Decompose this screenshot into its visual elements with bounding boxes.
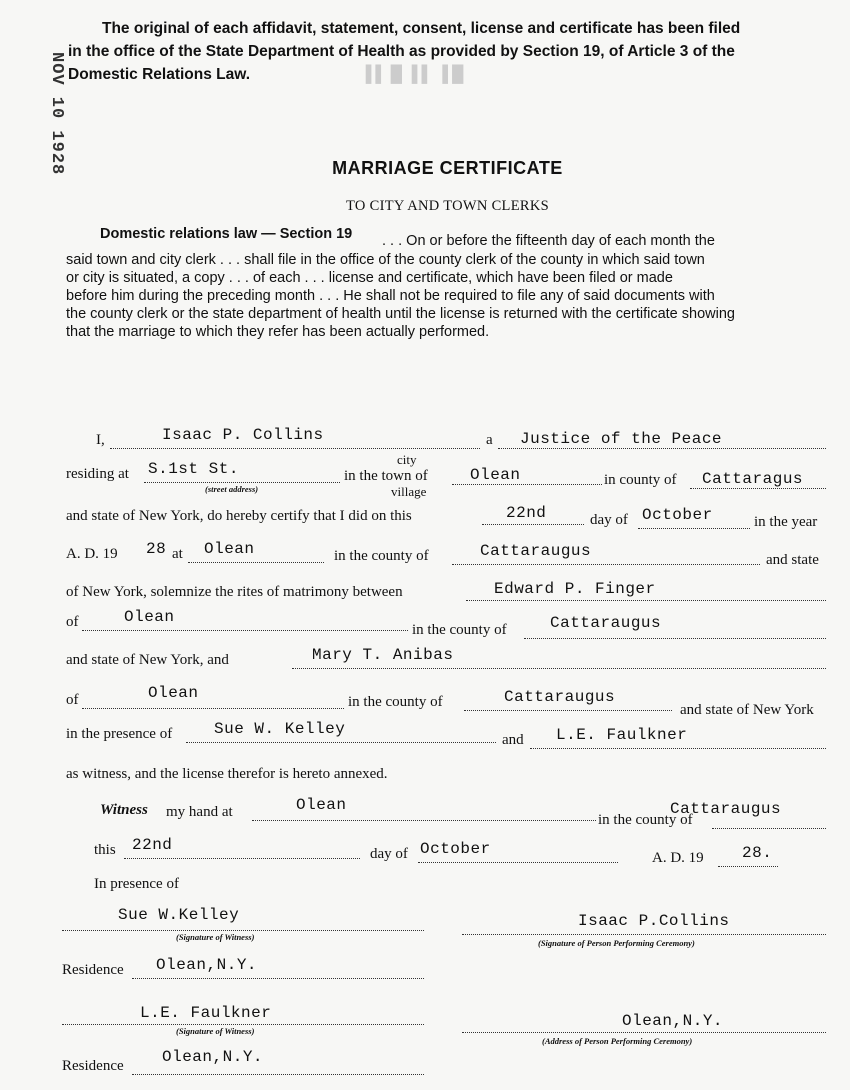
label-residence-1: Residence (62, 962, 124, 978)
label-ad-19-2: A. D. 19 (652, 850, 704, 866)
label-of-bride: of (66, 692, 79, 708)
town: Olean (470, 466, 521, 484)
bride-of: Olean (148, 684, 199, 702)
label-signature-of-witness-2: (Signature of Witness) (176, 1026, 255, 1036)
certificate-subtitle: TO CITY AND TOWN CLERKS (346, 198, 549, 214)
law-line-2: said town and city clerk . . . shall file in the office of the county clerk of the county in which said town (66, 252, 705, 268)
label-as-witness: as witness, and the license therefor is hereto annexed. (66, 766, 388, 782)
witness-2-residence: Olean,N.Y. (162, 1048, 264, 1066)
street-line (144, 482, 340, 483)
label-in-the-county-of-witness: in the county of (598, 812, 693, 828)
label-in-the-year: in the year (754, 514, 818, 530)
law-line-1: . . . On or before the fifteenth day of each month the (382, 233, 715, 249)
witness-2: L.E. Faulkner (556, 726, 688, 744)
label-and: and (502, 732, 524, 748)
officiant-title-line (498, 448, 826, 449)
residence-1-line (132, 978, 424, 979)
label-a: a (486, 432, 493, 448)
county-2: Cattaraugus (480, 542, 592, 560)
this-day: 22nd (132, 836, 173, 854)
law-heading: Domestic relations law — Section 19 (100, 226, 353, 242)
witness-2-signature: L.E. Faulkner (140, 1004, 272, 1022)
label-address-of-person: (Address of Person Performing Ceremony) (542, 1036, 693, 1046)
label-state-and: and state of New York, and (66, 652, 229, 668)
law-line-4: before him during the preceding month . . . He shall not be required to file any of said documents with (66, 288, 715, 304)
month: October (642, 506, 713, 524)
label-in-the-town-of: in the town of (344, 468, 428, 484)
label-in-the-presence-of: in the presence of (66, 726, 173, 742)
label-my-hand-at: my hand at (166, 804, 233, 820)
label-in-presence-of: In presence of (94, 876, 179, 892)
county-line (690, 488, 826, 489)
groom-name: Edward P. Finger (494, 580, 656, 598)
groom-of-line (82, 630, 408, 631)
officiant-signature: Isaac P.Collins (578, 912, 730, 930)
witness2-line (530, 748, 826, 749)
day-line (482, 524, 584, 525)
county: Cattaragus (702, 470, 804, 488)
witness-1-signature: Sue W.Kelley (118, 906, 240, 924)
town-line (452, 484, 602, 485)
label-i: I, (96, 432, 105, 448)
bride-county-line (464, 710, 672, 711)
this-year: 28. (742, 844, 773, 862)
label-residing-at: residing at (66, 466, 129, 482)
year: 28 (146, 540, 167, 558)
witness-1-signature-line (62, 930, 424, 931)
label-residence-2: Residence (62, 1058, 124, 1074)
place: Olean (204, 540, 255, 558)
county2-line (452, 564, 760, 565)
bride-line (292, 668, 826, 669)
label-in-county-of: in county of (604, 472, 677, 488)
label-of-groom: of (66, 614, 79, 630)
officiant-title: Justice of the Peace (520, 430, 723, 448)
witness1-line (186, 742, 496, 743)
label-ad-19: A. D. 19 (66, 546, 118, 562)
label-and-state-ny: and state of New York (680, 702, 814, 718)
this-day-line (124, 858, 360, 859)
bride-county: Cattaraugus (504, 688, 616, 706)
day: 22nd (506, 504, 547, 522)
label-this: this (94, 842, 116, 858)
law-line-3: or city is situated, a copy . . . of each . . . license and certificate, which have been filed or made (66, 270, 673, 286)
groom-county-line (524, 638, 826, 639)
officiant-line (110, 448, 480, 449)
officiant-name: Isaac P. Collins (162, 426, 324, 444)
groom-county: Cattaraugus (550, 614, 662, 632)
filing-notice-line-2: in the office of the State Department of Health as provided by Section 19, of Article 3 of the (68, 43, 735, 60)
hand-at: Olean (296, 796, 347, 814)
label-signature-of-person: (Signature of Person Performing Ceremony) (538, 938, 695, 948)
law-line-6: that the marriage to which they refer has been actually performed. (66, 324, 490, 340)
filing-notice-line-3: Domestic Relations Law. (68, 66, 251, 83)
filing-notice-line-1: The original of each affidavit, statement, consent, license and certificate has been filed (102, 20, 741, 37)
label-at: at (172, 546, 183, 562)
street-address: S.1st St. (148, 460, 239, 478)
officiant-address-line (462, 1032, 826, 1033)
label-in-the-county-of-bride: in the county of (348, 694, 443, 710)
officiant-signature-line (462, 934, 826, 935)
month-line (638, 528, 750, 529)
bride-of-line (82, 708, 344, 709)
label-city: city (397, 452, 417, 467)
label-signature-of-witness-1: (Signature of Witness) (176, 932, 255, 942)
officiant-address: Olean,N.Y. (622, 1012, 724, 1030)
witness-1-residence: Olean,N.Y. (156, 956, 258, 974)
label-in-the-county-of: in the county of (334, 548, 429, 564)
witness-2-signature-line (62, 1024, 424, 1025)
hand-county-line (712, 828, 826, 829)
law-line-5: the county clerk or the state department of health until the license is returned with the certificate showing (66, 306, 735, 322)
label-and-state: and state (766, 552, 819, 568)
this-year-line (718, 866, 778, 867)
this-month: October (420, 840, 491, 858)
label-state-certify: and state of New York, do hereby certify that I did on this (66, 508, 412, 524)
bride-name: Mary T. Anibas (312, 646, 454, 664)
residence-2-line (132, 1074, 424, 1075)
hand-at-line (252, 820, 596, 821)
label-day-of-2: day of (370, 846, 408, 862)
groom-line (466, 600, 826, 601)
place-line (188, 562, 324, 563)
label-solemnize: of New York, solemnize the rites of matrimony between (66, 584, 403, 600)
certificate-title: MARRIAGE CERTIFICATE (332, 158, 563, 178)
this-month-line (418, 862, 618, 863)
show-through-decoration: █ ▌ ▐ ▌ █ ▐ ▌ (360, 66, 464, 83)
label-day-of: day of (590, 512, 628, 528)
hand-county: Cattaraugus (670, 800, 782, 818)
label-street-address: (street address) (205, 484, 259, 494)
label-in-the-county-of-groom: in the county of (412, 622, 507, 638)
groom-of: Olean (124, 608, 175, 626)
received-date-stamp: NOV 10 1928 (47, 52, 66, 176)
label-witness-bold: Witness (100, 802, 148, 818)
label-village: village (391, 484, 427, 499)
witness-1: Sue W. Kelley (214, 720, 346, 738)
